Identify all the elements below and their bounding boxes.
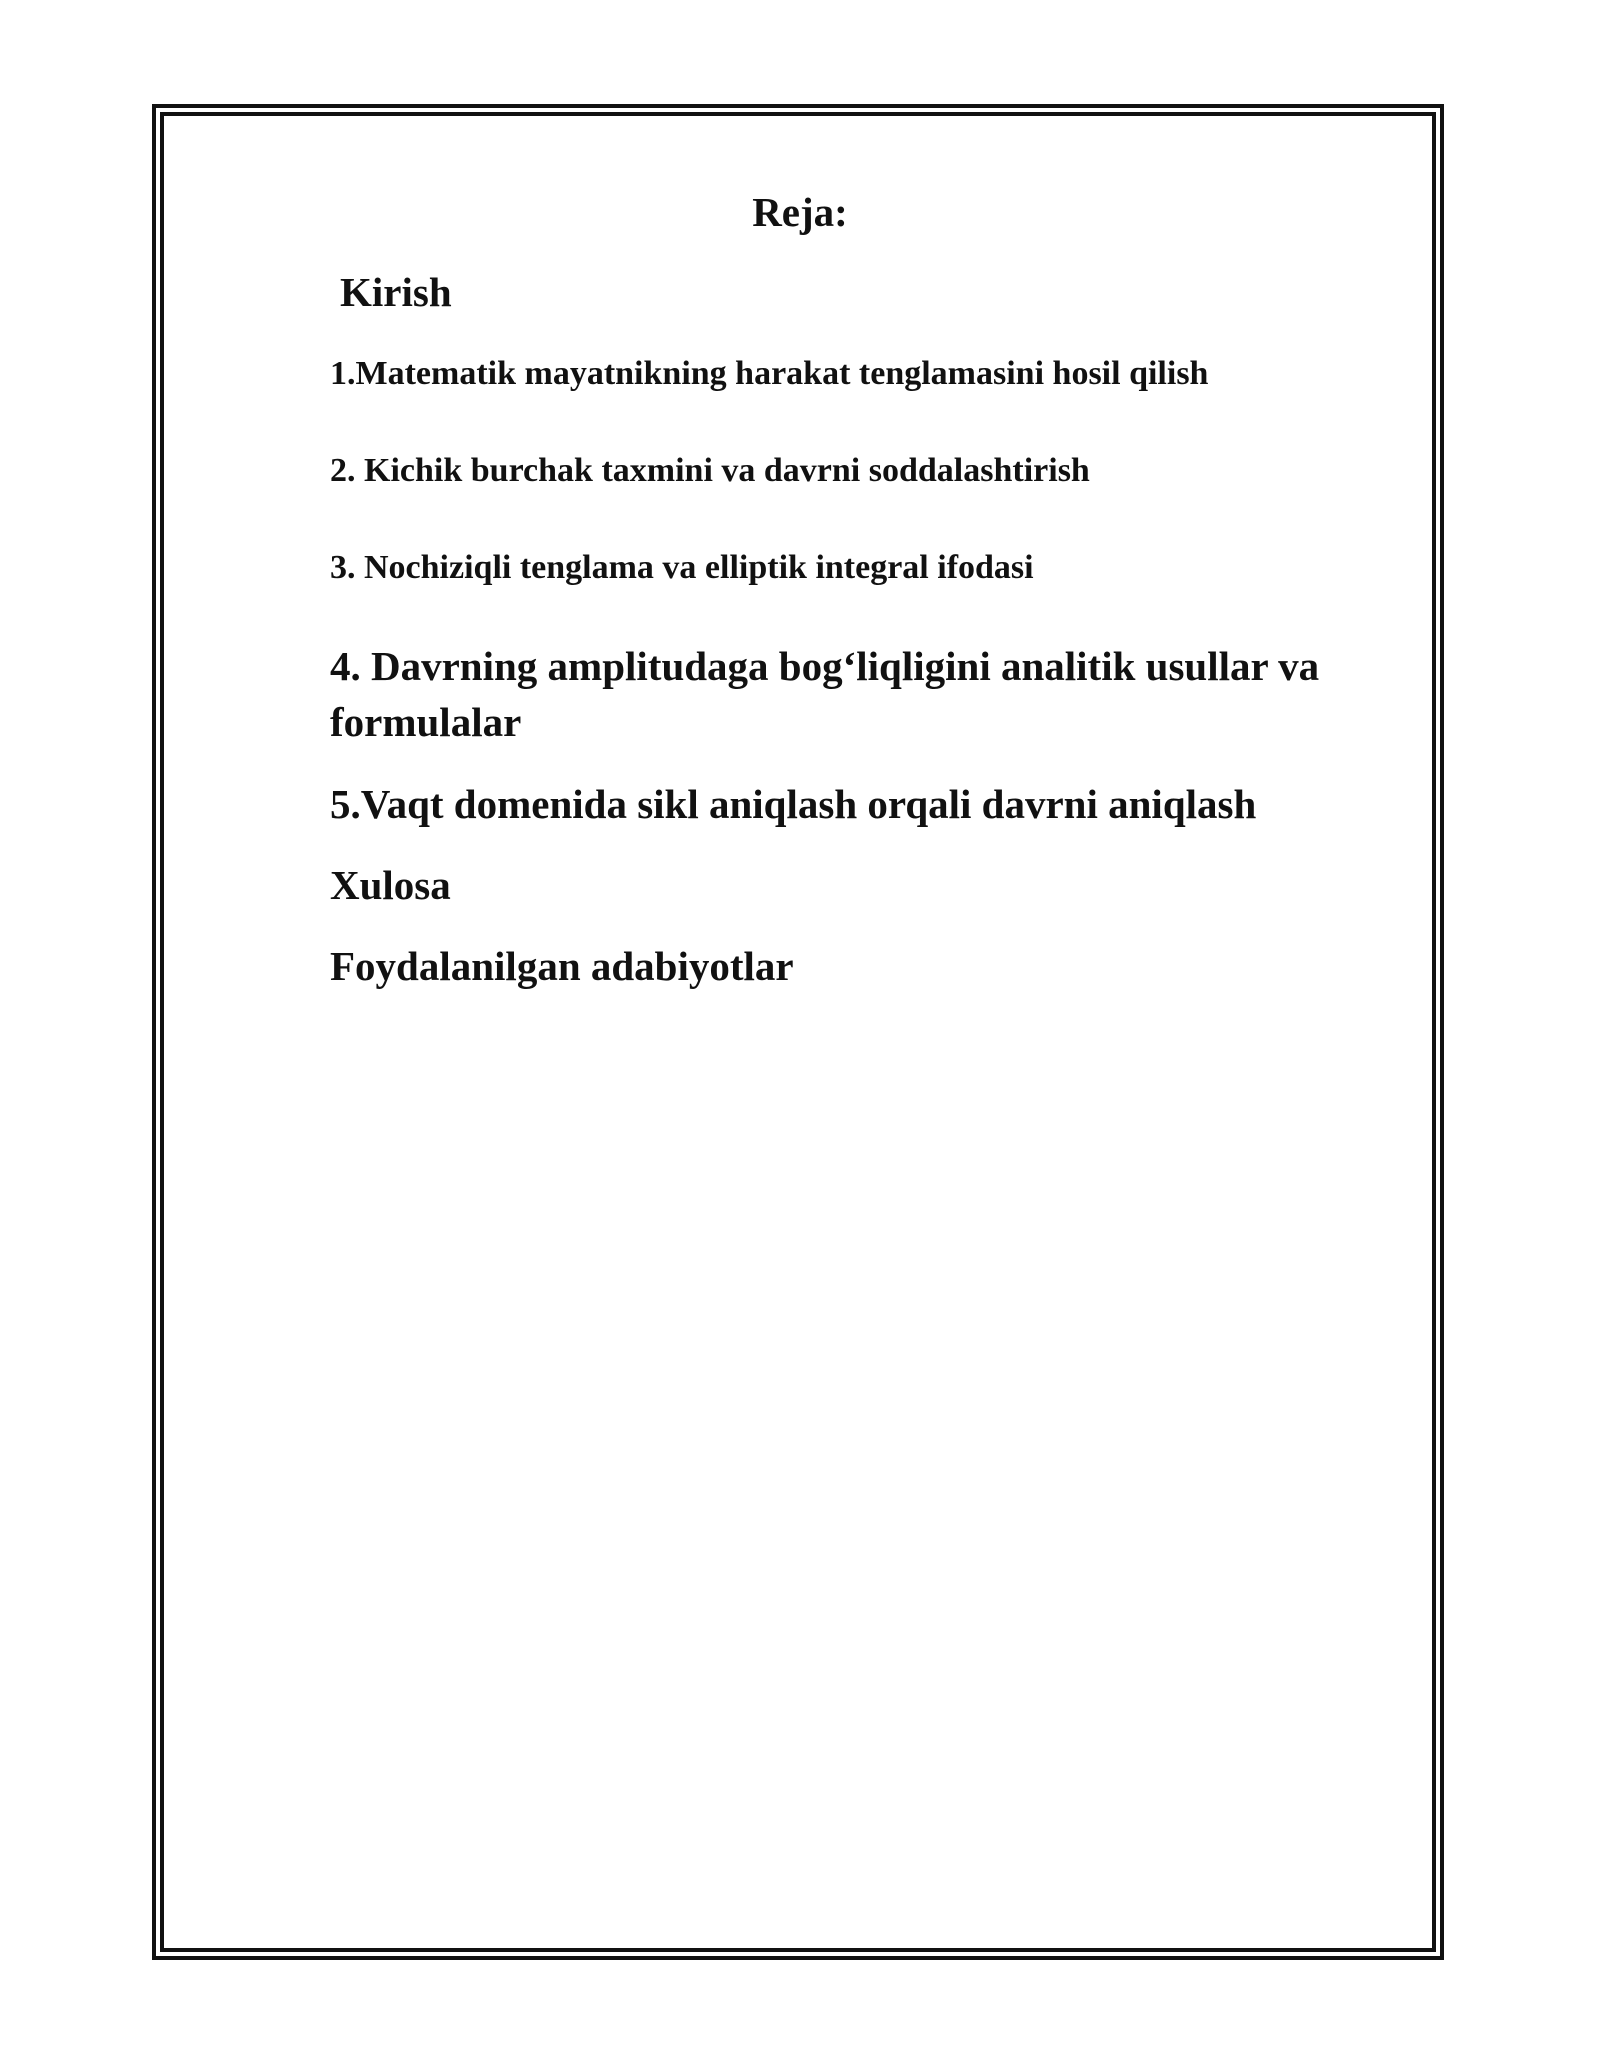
page-title: Reja:: [752, 189, 848, 235]
plan-item-1: 1.Matematik mayatnikning harakat tenglamasini hosil qilish: [330, 355, 1209, 392]
plan-item-2: 2. Kichik burchak taxmini va davrni soddalashtirish: [330, 452, 1090, 489]
plan-item-introduction: Kirish: [340, 269, 452, 315]
plan-item-4: 4. Davrning amplitudaga bog‘liqligini analitik usullar va formulalar: [330, 643, 1320, 745]
plan-item-conclusion: Xulosa: [330, 862, 451, 908]
plan-item-3: 3. Nochiziqli tenglama va elliptik integral ifodasi: [330, 549, 1034, 586]
plan-item-references: Foydalanilgan adabiyotlar: [330, 943, 794, 989]
plan-item-5: 5.Vaqt domenida sikl aniqlash orqali davrni aniqlash: [330, 781, 1257, 827]
